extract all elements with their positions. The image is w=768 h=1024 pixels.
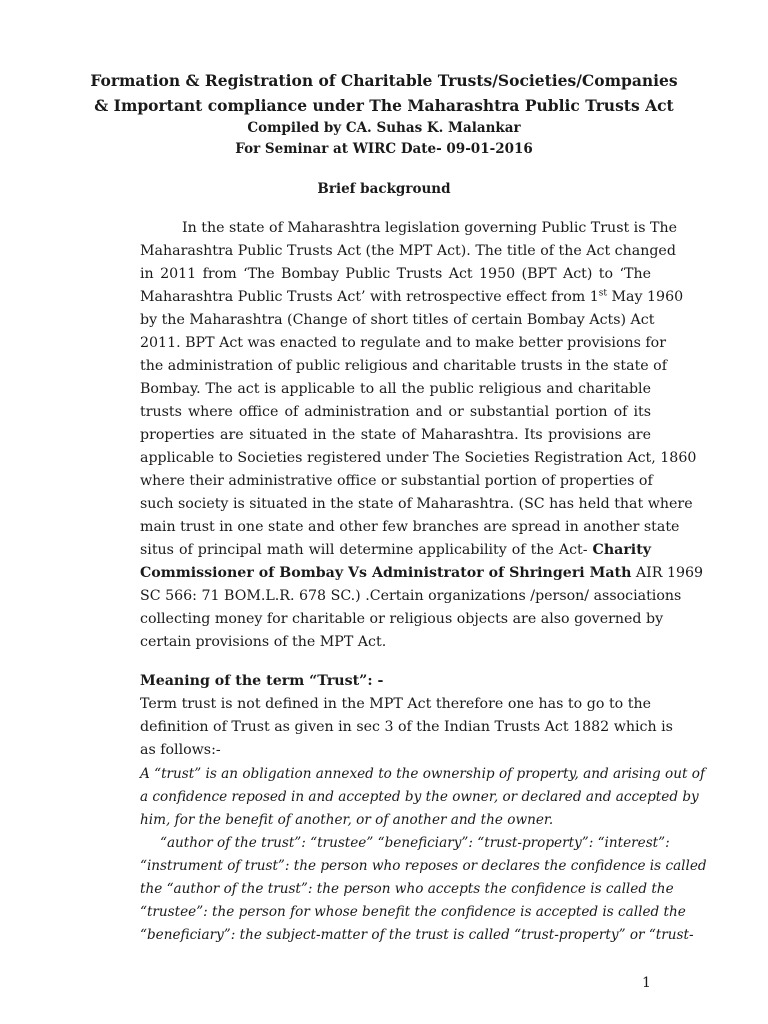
title-line-1: Formation & Registration of Charitable Trusts/Societies/Companies	[90, 71, 678, 90]
title-line-2: & Important compliance under The Maharashtra Public Trusts Act	[94, 96, 674, 115]
paragraph-line: the administration of public religious and charitable trusts in the state of	[140, 358, 667, 374]
quote-line: a confidence reposed in and accepted by the owner, or declared and accepted by	[140, 789, 699, 805]
paragraph-line: collecting money for charitable or religious objects are also governed by	[140, 611, 664, 627]
paragraph-line: as follows:-	[140, 742, 221, 758]
paragraph-line: such society is situated in the state of Maharashtra. (SC has held that where	[140, 496, 693, 512]
paragraph-line: by the Maharashtra (Change of short titles of certain Bombay Acts) Act	[140, 312, 655, 328]
quote-line: “author of the trust”: “trustee” “beneficiary”: “trust-property”: “interest”:	[160, 835, 670, 851]
paragraph-line: definition of Trust as given in sec 3 of the Indian Trusts Act 1882 which is	[140, 719, 673, 735]
seminar-date: For Seminar at WIRC Date- 09-01-2016	[235, 141, 533, 157]
section-heading-background: Brief background	[317, 181, 451, 197]
paragraph-line: 2011. BPT Act was enacted to regulate and to make better provisions for	[140, 335, 666, 351]
paragraph-line: Maharashtra Public Trusts Act (the MPT Act). The title of the Act changed	[140, 243, 676, 259]
paragraph-line: SC 566: 71 BOM.L.R. 678 SC.) .Certain organizations /person/ associations	[140, 588, 682, 604]
paragraph-line: Term trust is not defined in the MPT Act therefore one has to go to the	[140, 696, 651, 712]
quote-line: “beneficiary”: the subject-matter of the trust is called “trust-property” or “trust-	[140, 927, 694, 943]
quote-line: “trustee”: the person for whose benefit the confidence is accepted is called the	[140, 904, 686, 920]
paragraph-line: Bombay. The act is applicable to all the public religious and charitable	[140, 381, 651, 397]
case-name-bold: Commissioner of Bombay Vs Administrator of Shringeri Math	[140, 565, 632, 581]
paragraph-line: certain provisions of the MPT Act.	[140, 634, 387, 650]
paragraph-line: In the state of Maharashtra legislation governing Public Trust is The	[182, 220, 678, 236]
paragraph-line: trusts where office of administration and or substantial portion of its	[140, 404, 651, 420]
section-heading-trust: Meaning of the term “Trust”: -	[140, 673, 384, 689]
line-text: Maharashtra Public Trusts Act’ with retrospective effect from 1	[140, 289, 599, 305]
line-text: May 1960	[607, 289, 684, 305]
line-text: situs of principal math will determine applicability of the Act-	[140, 542, 588, 558]
case-name-bold: Charity	[592, 542, 651, 558]
paragraph-line: properties are situated in the state of Maharashtra. Its provisions are	[140, 427, 651, 443]
page-number: 1	[642, 975, 651, 991]
paragraph-line	[140, 288, 684, 305]
quote-line: A “trust” is an obligation annexed to the ownership of property, and arising out of	[140, 766, 705, 782]
quote-line: him, for the benefit of another, or of another and the owner.	[140, 812, 554, 828]
quote-line: “instrument of trust”: the person who reposes or declares the confidence is called	[140, 858, 707, 874]
paragraph-line	[140, 565, 704, 581]
quote-line: the “author of the trust”: the person who accepts the confidence is called the	[140, 881, 674, 897]
paragraph-line: in 2011 from ‘The Bombay Public Trusts Act 1950 (BPT Act) to ‘The	[140, 266, 651, 282]
paragraph-line: main trust in one state and other few branches are spread in another state	[140, 519, 680, 535]
compiled-by: Compiled by CA. Suhas K. Malankar	[247, 120, 521, 136]
paragraph-line: applicable to Societies registered under The Societies Registration Act, 1860	[140, 450, 697, 466]
superscript: st	[598, 288, 607, 299]
line-text: AIR 1969	[635, 565, 704, 581]
paragraph-line	[140, 542, 651, 558]
paragraph-line: where their administrative office or substantial portion of properties of	[140, 473, 653, 489]
